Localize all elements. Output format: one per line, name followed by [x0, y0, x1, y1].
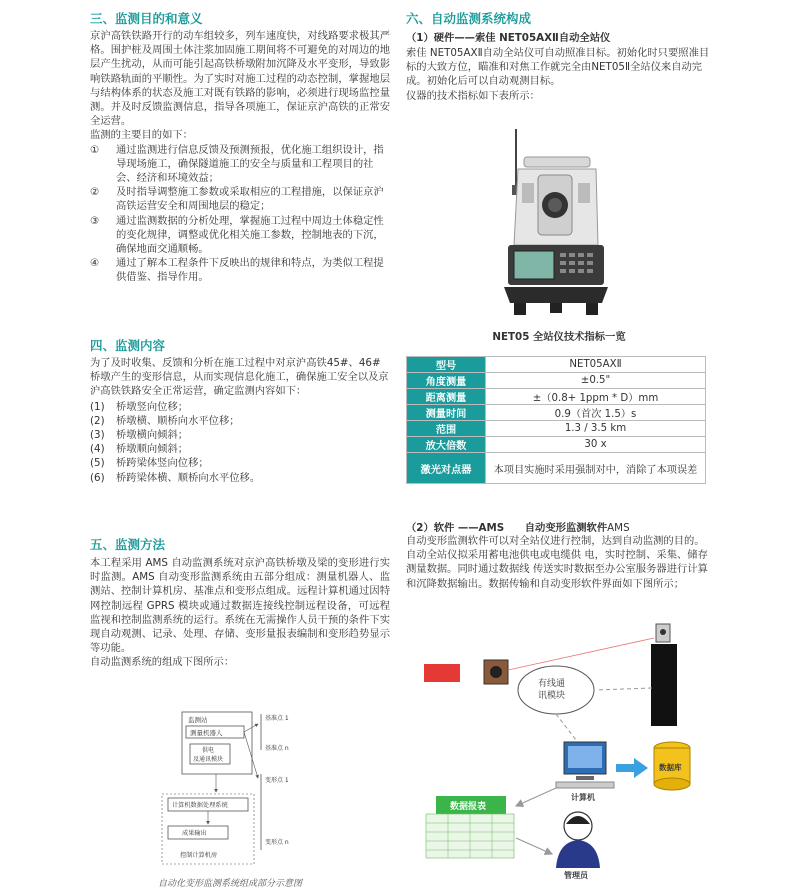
spec-row [407, 405, 706, 421]
data-flow-diagram [416, 618, 712, 884]
list-item [90, 185, 390, 213]
report-label: 数据报表 [450, 802, 487, 812]
spec-value: NET05AXⅡ [486, 357, 706, 373]
list-item-number: (4) [90, 443, 105, 456]
list-item [90, 256, 390, 284]
base-point-last: 基准点 n [265, 745, 289, 752]
list-item-number: ④ [90, 257, 100, 270]
section-4-paragraph: 为了及时收集、反馈和分析在施工过程中对京沪高铁45#、46#桥墩产生的变形信息，从而实现信息化施工，确保施工安全以及京沪高铁铁路安全正常运营，确定监测内容如下： [90, 357, 389, 398]
list-item [90, 214, 390, 257]
section-3-paragraph: 京沪高铁铁路开行的动车组较多，列车速度快，对线路要求极其严格。围护桩及周围土体注浆加固施工期间将不可避免的对周边的地层产生扰动，从而可能引起高铁桥墩附加沉降及水平变形，导致影响铁路轨面的平顺性。为了实时对施工过程的动态控制，掌握地层与结构体系的状态及施工对既有铁路的影响，必须进行现场监控量测。并及时反馈监测信息，指导各项施工，保证京沪高铁的正常安全运营。 [90, 30, 390, 128]
section-4-title: 四、监测内容 [90, 338, 166, 353]
list-item [90, 442, 390, 456]
spec-key: 放大倍数 [407, 437, 486, 453]
list-item-text: 桥墩竖向位移； [116, 400, 189, 413]
spec-row [407, 421, 706, 437]
cloud-text-2: 讯模块 [538, 691, 566, 701]
spec-row [407, 453, 706, 484]
list-item-number: (2) [90, 414, 105, 427]
list-item-number: (5) [90, 457, 105, 470]
list-item-text: 及时指导调整施工参数或采取相应的工程措施，以保证京沪高铁运营安全和周围地层的稳定； [116, 186, 384, 213]
section-5-intro: 自动监测系统的组成下图所示： [90, 656, 235, 669]
spec-key: 型号 [407, 357, 486, 373]
spec-table [406, 356, 706, 484]
software-title-tail: AMS [607, 522, 630, 534]
station-label: 监测站 [188, 716, 208, 724]
spec-value: 1.3 / 3.5 km [486, 421, 706, 437]
list-item-number: (3) [90, 429, 105, 442]
hardware-title: （1）硬件——索佳 NET05AXⅡ自动全站仪 [406, 32, 611, 44]
list-item [90, 400, 390, 414]
output-label: 成果输出 [182, 830, 207, 837]
list-item-number: (1) [90, 400, 105, 413]
spec-key: 距离测量 [407, 389, 486, 405]
spec-row [407, 437, 706, 453]
section-5-title: 五、监测方法 [90, 537, 166, 552]
spec-value: 0.9（首次 1.5）s [486, 405, 706, 421]
admin-label: 管理员 [564, 871, 588, 880]
computer-label: 计算机 [571, 793, 595, 802]
admin-icon [556, 812, 600, 868]
list-item-text: 通过监测数据的分析处理，掌握施工过程中周边土体稳定性的变化规律，调整或优化相关施工参数，控制地表的下沉，确保地面交通顺畅。 [116, 214, 384, 256]
comm-cloud [518, 666, 594, 714]
list-item-text: 桥墩横向倾斜； [116, 429, 189, 442]
target-marker [424, 664, 460, 682]
system-label: 计算机数据处理系统 [172, 802, 228, 809]
spec-row [407, 389, 706, 405]
software-title [406, 519, 712, 534]
total-station-image [494, 127, 614, 317]
section-3-list [90, 143, 390, 285]
list-item-number: ① [90, 143, 100, 156]
laser-line [508, 638, 654, 670]
hardware-paragraph: 索佳 NET05AXⅡ自动全站仪可自动照准目标。初始化时只要照准目标的大致方位，瞄准和对焦工作就完全由NET05Ⅱ全站仪来自动完成。初始化后可以自动观测目标。 [406, 47, 710, 88]
list-item-number: ③ [90, 214, 100, 227]
pillar [651, 644, 677, 726]
software-paragraph: 自动变形监测软件可以对全站仪进行控制，达到自动监测的目的。自动全站仪拟采用蓄电池供电或电缆供 电，实时控制、采集、储存测量数据。同时通过数据线 传送实时数据至办公室服务器进行计算和沉降数据输出。数据传输和自动变形软件界面如下图所示； [406, 535, 708, 590]
robot-label: 测量机器人 [190, 729, 223, 737]
section-3-intro: 监测的主要目的如下： [90, 129, 193, 142]
report-table [426, 814, 514, 858]
list-item-text: 通过监测进行信息反馈及预测预报，优化施工组织设计，指导现场施工，确保隧道施工的安全与质量和工程项目的社会、经济和环境效益； [116, 143, 384, 185]
list-item-number: (6) [90, 471, 105, 484]
spec-row [407, 373, 706, 389]
spec-value: ±（0.8+ 1ppm * D）mm [486, 389, 706, 405]
list-item [90, 428, 390, 442]
list-item-text: 桥跨梁体竖向位移； [116, 457, 209, 470]
list-item [90, 143, 390, 186]
deform-point-first: 变形点 1 [265, 777, 289, 784]
hardware-intro: 仪器的技术指标如下表所示： [406, 89, 540, 102]
software-title-text: （2）软件 ——AMS 自动变形监测软件 [406, 522, 608, 534]
diagram-caption: 自动化变形监测系统组成部分示意图 [157, 879, 302, 889]
list-item-number: ② [90, 186, 100, 199]
spec-value: ±0.5" [486, 373, 706, 389]
section-5-paragraph: 本工程采用 AMS 自动监测系统对京沪高铁桥墩及梁的变形进行实时监测。AMS 自动变形监测系统由五部分组成：测量机器人、监测站、控制计算机房、基准点和变形点组成。远程计算机通过因特网控制远程 GPRS 模块或通过数据连接线控制远程设备，可远程监视和控制监测系统的运行。系统在无需操作人员干预的条件下实现自动观测、记录、处理、存储、变形量报表编制和变形趋势显示等功能。 [90, 557, 390, 655]
spec-value: 本项目实施时采用强制对中，消除了本项误差 [486, 453, 706, 484]
section-4-list [90, 400, 390, 485]
to-db-arrow [616, 758, 648, 778]
spec-key: 角度测量 [407, 373, 486, 389]
spec-key: 范围 [407, 421, 486, 437]
power-label-2: 及通讯模块 [193, 756, 224, 763]
list-item [90, 414, 390, 428]
room-label: 控制计算机房 [180, 852, 218, 859]
list-item-text: 通过了解本工程条件下反映出的规律和特点，为类似工程提供借鉴、指导作用。 [116, 257, 384, 284]
list-item-text: 桥墩顺向倾斜； [116, 443, 189, 456]
list-item [90, 471, 390, 485]
spec-value: 30 x [486, 437, 706, 453]
section-3-title: 三、监测目的和意义 [90, 11, 203, 26]
list-item [90, 456, 390, 470]
cloud-text-1: 有线通 [538, 679, 566, 689]
system-composition-diagram [158, 710, 398, 870]
spec-key: 测量时间 [407, 405, 486, 421]
database-label: 数据库 [659, 763, 682, 772]
list-item-text: 桥墩横、顺桥向水平位移； [116, 414, 240, 427]
list-item-text: 桥跨梁体横、顺桥向水平位移。 [116, 471, 261, 484]
deform-point-last: 变形点 n [265, 839, 289, 846]
base-point-first: 基准点 1 [265, 715, 289, 722]
table-title: NET05 全站仪技术指标一览 [492, 331, 626, 343]
spec-row [407, 357, 706, 373]
power-label-1: 供电 [202, 747, 215, 754]
section-6-title: 六、自动监测系统构成 [406, 11, 532, 26]
spec-key: 激光对点器 [407, 453, 486, 484]
